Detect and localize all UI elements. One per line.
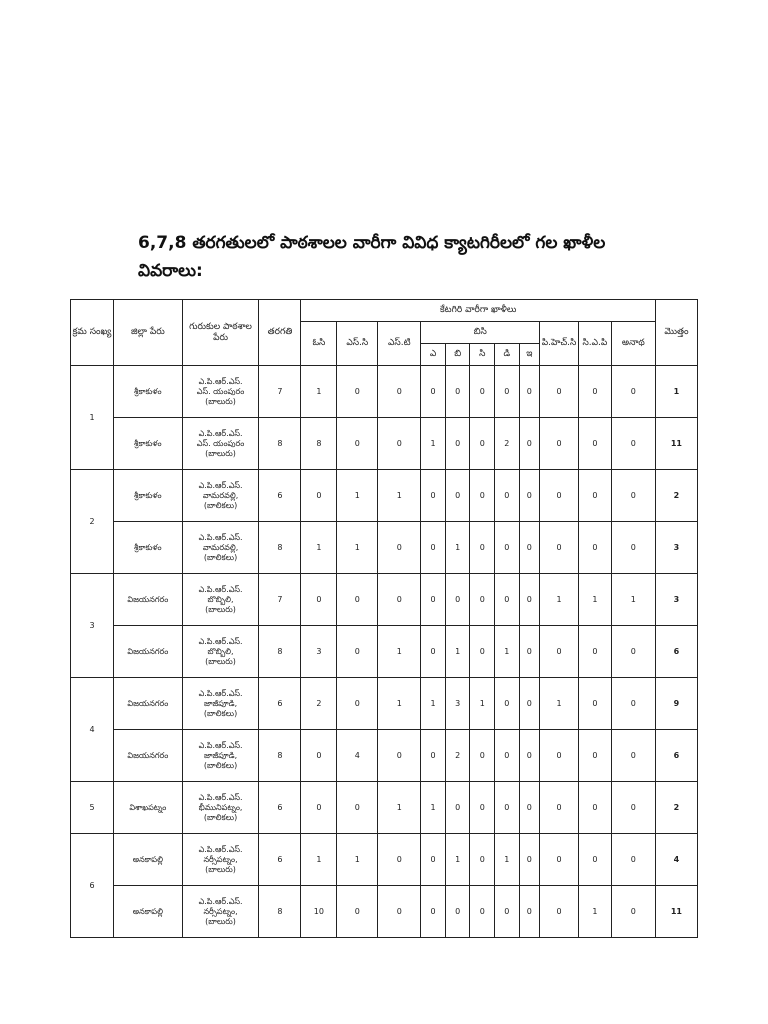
school-name-line: ఎ.పి.ఆర్.ఎస్. <box>198 428 243 438</box>
school-name-line: (బాలురు) <box>205 864 236 874</box>
sap-cell: 0 <box>579 366 612 418</box>
bc-e-cell: 0 <box>519 626 539 678</box>
school-cell <box>182 678 259 730</box>
total-cell: 1 <box>655 366 697 418</box>
bc-d-cell: 0 <box>495 678 520 730</box>
bc-b-cell: 0 <box>445 782 470 834</box>
sap-cell: 1 <box>579 886 612 938</box>
district-cell: విశాఖపట్నం <box>114 782 183 834</box>
bc-d-cell: 0 <box>495 782 520 834</box>
serial-cell: 3 <box>71 574 114 678</box>
school-name-line: జాజీపూడి, <box>203 750 238 760</box>
total-cell: 6 <box>655 730 697 782</box>
ph-cell: 0 <box>540 626 579 678</box>
school-name-line: వామరవల్లి, <box>202 542 239 552</box>
ph-cell: 0 <box>540 470 579 522</box>
ph-cell: 1 <box>540 678 579 730</box>
orphan-cell: 0 <box>611 470 655 522</box>
bc-d-cell: 0 <box>495 366 520 418</box>
header-district: జిల్లా పేరు <box>114 300 183 366</box>
bc-c-cell: 0 <box>470 834 495 886</box>
class-cell: 8 <box>259 626 301 678</box>
header-bc-a: ఎ <box>421 344 446 366</box>
oc-cell: 0 <box>301 470 337 522</box>
sap-cell: 0 <box>579 782 612 834</box>
table-body <box>71 366 698 938</box>
sc-cell: 0 <box>337 626 378 678</box>
orphan-cell: 0 <box>611 886 655 938</box>
bc-d-cell: 0 <box>495 470 520 522</box>
oc-cell: 1 <box>301 522 337 574</box>
st-cell: 0 <box>378 834 421 886</box>
vacancy-table <box>70 299 698 938</box>
bc-a-cell: 0 <box>421 626 446 678</box>
st-cell: 0 <box>378 574 421 626</box>
school-name-line: (బాలికలు) <box>203 552 238 562</box>
district-cell: విజయనగరం <box>114 626 183 678</box>
school-name-line: ఎ.పి.ఆర్.ఎస్. <box>198 584 243 594</box>
sc-cell: 0 <box>337 886 378 938</box>
bc-d-cell: 0 <box>495 522 520 574</box>
serial-cell: 5 <box>71 782 114 834</box>
bc-c-cell: 0 <box>470 470 495 522</box>
st-cell: 0 <box>378 418 421 470</box>
bc-d-cell: 0 <box>495 886 520 938</box>
oc-cell: 8 <box>301 418 337 470</box>
school-name-line: ఎ.పి.ఆర్.ఎస్. <box>198 896 243 906</box>
table-row <box>71 418 698 470</box>
ph-cell: 0 <box>540 834 579 886</box>
oc-cell: 0 <box>301 782 337 834</box>
table-header <box>71 300 698 366</box>
school-name-line: ఎ.పి.ఆర్.ఎస్. <box>198 376 243 386</box>
bc-a-cell: 0 <box>421 730 446 782</box>
sap-cell: 0 <box>579 730 612 782</box>
school-cell <box>182 834 259 886</box>
st-cell: 1 <box>378 782 421 834</box>
header-sap: సి.ఎ.పి <box>579 322 612 366</box>
header-bc-c: సి <box>470 344 495 366</box>
bc-a-cell: 1 <box>421 678 446 730</box>
class-cell: 8 <box>259 886 301 938</box>
bc-e-cell: 0 <box>519 574 539 626</box>
orphan-cell: 0 <box>611 834 655 886</box>
class-cell: 6 <box>259 470 301 522</box>
bc-e-cell: 0 <box>519 886 539 938</box>
sap-cell: 0 <box>579 470 612 522</box>
district-cell: అనకాపల్లి <box>114 834 183 886</box>
school-name-line: (బాలురు) <box>205 656 236 666</box>
district-cell: శ్రీకాకుళం <box>114 470 183 522</box>
bc-e-cell: 0 <box>519 834 539 886</box>
bc-d-cell: 0 <box>495 574 520 626</box>
header-school: గురుకుల పాఠశాల పేరు <box>182 300 259 366</box>
school-cell <box>182 886 259 938</box>
table-row <box>71 366 698 418</box>
document-title: 6,7,8 తరగతులలో పాఠశాలల వారీగా వివిధ క్యాటగిరీలలో గల ఖాళీల వివరాలు: <box>138 233 606 281</box>
bc-a-cell: 0 <box>421 834 446 886</box>
total-cell: 2 <box>655 470 697 522</box>
district-cell: శ్రీకాకుళం <box>114 366 183 418</box>
header-bc-b: బి <box>445 344 470 366</box>
school-name-line: ఎ.పి.ఆర్.ఎస్. <box>198 688 243 698</box>
bc-b-cell: 0 <box>445 470 470 522</box>
bc-b-cell: 0 <box>445 418 470 470</box>
school-name-line: (బాలికలు) <box>203 812 238 822</box>
orphan-cell: 0 <box>611 678 655 730</box>
st-cell: 0 <box>378 886 421 938</box>
orphan-cell: 0 <box>611 782 655 834</box>
sc-cell: 0 <box>337 574 378 626</box>
bc-b-cell: 0 <box>445 366 470 418</box>
table-row <box>71 834 698 886</box>
ph-cell: 0 <box>540 366 579 418</box>
school-name-line: ఎ.పి.ఆర్.ఎస్. <box>198 792 243 802</box>
bc-b-cell: 2 <box>445 730 470 782</box>
sc-cell: 1 <box>337 522 378 574</box>
district-cell: శ్రీకాకుళం <box>114 418 183 470</box>
sap-cell: 0 <box>579 678 612 730</box>
bc-c-cell: 0 <box>470 626 495 678</box>
header-serial: క్రమ సంఖ్య <box>71 300 114 366</box>
school-cell <box>182 782 259 834</box>
total-cell: 4 <box>655 834 697 886</box>
bc-b-cell: 0 <box>445 574 470 626</box>
st-cell: 1 <box>378 470 421 522</box>
bc-b-cell: 3 <box>445 678 470 730</box>
total-cell: 11 <box>655 418 697 470</box>
class-cell: 7 <box>259 574 301 626</box>
sc-cell: 4 <box>337 730 378 782</box>
table-row <box>71 470 698 522</box>
orphan-cell: 0 <box>611 418 655 470</box>
bc-b-cell: 1 <box>445 834 470 886</box>
ph-cell: 0 <box>540 886 579 938</box>
school-cell <box>182 626 259 678</box>
oc-cell: 0 <box>301 574 337 626</box>
bc-e-cell: 0 <box>519 470 539 522</box>
school-name-line: ఎ.పి.ఆర్.ఎస్. <box>198 636 243 646</box>
st-cell: 0 <box>378 522 421 574</box>
sap-cell: 1 <box>579 574 612 626</box>
bc-a-cell: 0 <box>421 470 446 522</box>
orphan-cell: 1 <box>611 574 655 626</box>
header-bc-e: ఇ <box>519 344 539 366</box>
oc-cell: 2 <box>301 678 337 730</box>
sc-cell: 0 <box>337 782 378 834</box>
class-cell: 7 <box>259 366 301 418</box>
school-name-line: భీమునిపట్నం, <box>198 802 243 812</box>
sap-cell: 0 <box>579 834 612 886</box>
school-name-line: నర్సీపట్నం, <box>203 906 238 916</box>
sap-cell: 0 <box>579 522 612 574</box>
table-row <box>71 574 698 626</box>
sc-cell: 1 <box>337 470 378 522</box>
school-name-line: (బాలికలు) <box>203 708 238 718</box>
sc-cell: 0 <box>337 418 378 470</box>
district-cell: విజయనగరం <box>114 574 183 626</box>
serial-cell: 2 <box>71 470 114 574</box>
school-name-line: (బాలురు) <box>205 604 236 614</box>
class-cell: 8 <box>259 418 301 470</box>
district-cell: విజయనగరం <box>114 678 183 730</box>
school-cell <box>182 418 259 470</box>
school-cell <box>182 574 259 626</box>
table-row <box>71 626 698 678</box>
total-cell: 9 <box>655 678 697 730</box>
school-name-line: వామరవల్లి, <box>202 490 239 500</box>
school-cell <box>182 730 259 782</box>
header-oc: ఓసి <box>301 322 337 366</box>
school-name-line: (బాలికలు) <box>203 500 238 510</box>
bc-a-cell: 0 <box>421 366 446 418</box>
header-bc-d: డి <box>495 344 520 366</box>
table-row <box>71 782 698 834</box>
class-cell: 8 <box>259 522 301 574</box>
bc-b-cell: 1 <box>445 626 470 678</box>
school-name-line: ఎ.పి.ఆర్.ఎస్. <box>198 480 243 490</box>
bc-d-cell: 1 <box>495 834 520 886</box>
orphan-cell: 0 <box>611 626 655 678</box>
district-cell: శ్రీకాకుళం <box>114 522 183 574</box>
oc-cell: 3 <box>301 626 337 678</box>
bc-b-cell: 0 <box>445 886 470 938</box>
st-cell: 1 <box>378 626 421 678</box>
serial-cell: 1 <box>71 366 114 470</box>
bc-a-cell: 1 <box>421 418 446 470</box>
st-cell: 1 <box>378 678 421 730</box>
bc-c-cell: 0 <box>470 886 495 938</box>
orphan-cell: 0 <box>611 366 655 418</box>
school-cell <box>182 522 259 574</box>
header-st: ఎస్.టి <box>378 322 421 366</box>
bc-e-cell: 0 <box>519 678 539 730</box>
district-cell: అనకాపల్లి <box>114 886 183 938</box>
class-cell: 8 <box>259 730 301 782</box>
school-name-line: (బాలురు) <box>205 396 236 406</box>
district-cell: విజయనగరం <box>114 730 183 782</box>
total-cell: 6 <box>655 626 697 678</box>
total-cell: 11 <box>655 886 697 938</box>
table-row <box>71 886 698 938</box>
school-name-line: ఎస్. యంపురం <box>196 438 245 448</box>
oc-cell: 0 <box>301 730 337 782</box>
header-bc-group: బిసి <box>421 322 540 344</box>
header-class: తరగతి <box>259 300 301 366</box>
bc-c-cell: 0 <box>470 574 495 626</box>
sap-cell: 0 <box>579 626 612 678</box>
sc-cell: 0 <box>337 366 378 418</box>
bc-e-cell: 0 <box>519 782 539 834</box>
st-cell: 0 <box>378 730 421 782</box>
school-name-line: బొబ్బిలి, <box>207 594 234 604</box>
school-cell <box>182 366 259 418</box>
bc-d-cell: 0 <box>495 730 520 782</box>
school-name-line: (బాలికలు) <box>203 760 238 770</box>
ph-cell: 0 <box>540 782 579 834</box>
table-row <box>71 522 698 574</box>
header-total: మొత్తం <box>655 300 697 366</box>
class-cell: 6 <box>259 782 301 834</box>
ph-cell: 0 <box>540 522 579 574</box>
oc-cell: 10 <box>301 886 337 938</box>
sc-cell: 1 <box>337 834 378 886</box>
school-name-line: ఎ.పి.ఆర్.ఎస్. <box>198 532 243 542</box>
bc-d-cell: 2 <box>495 418 520 470</box>
total-cell: 3 <box>655 574 697 626</box>
total-cell: 3 <box>655 522 697 574</box>
class-cell: 6 <box>259 834 301 886</box>
bc-c-cell: 0 <box>470 522 495 574</box>
school-name-line: బొబ్బిలి, <box>207 646 234 656</box>
header-sc: ఎస్.సి <box>337 322 378 366</box>
serial-cell: 6 <box>71 834 114 938</box>
bc-e-cell: 0 <box>519 522 539 574</box>
header-orphan: అనాథ <box>611 322 655 366</box>
bc-c-cell: 0 <box>470 730 495 782</box>
table-row <box>71 730 698 782</box>
sc-cell: 0 <box>337 678 378 730</box>
bc-c-cell: 0 <box>470 366 495 418</box>
school-name-line: నర్సీపట్నం, <box>203 854 238 864</box>
oc-cell: 1 <box>301 366 337 418</box>
school-name-line: (బాలురు) <box>205 448 236 458</box>
bc-a-cell: 0 <box>421 574 446 626</box>
sap-cell: 0 <box>579 418 612 470</box>
bc-a-cell: 0 <box>421 886 446 938</box>
bc-d-cell: 1 <box>495 626 520 678</box>
school-name-line: జాజీపూడి, <box>203 698 238 708</box>
bc-a-cell: 1 <box>421 782 446 834</box>
bc-b-cell: 1 <box>445 522 470 574</box>
serial-cell: 4 <box>71 678 114 782</box>
bc-e-cell: 0 <box>519 366 539 418</box>
ph-cell: 0 <box>540 418 579 470</box>
school-name-line: ఎ.పి.ఆర్.ఎస్. <box>198 740 243 750</box>
st-cell: 0 <box>378 366 421 418</box>
total-cell: 2 <box>655 782 697 834</box>
header-category-group: కేటగిరి వారీగా ఖాళీలు <box>301 300 655 322</box>
school-name-line: ఎ.పి.ఆర్.ఎస్. <box>198 844 243 854</box>
header-ph: పి.హెచ్.సి <box>540 322 579 366</box>
school-cell <box>182 470 259 522</box>
school-name-line: (బాలురు) <box>205 916 236 926</box>
bc-e-cell: 0 <box>519 730 539 782</box>
bc-e-cell: 0 <box>519 418 539 470</box>
class-cell: 6 <box>259 678 301 730</box>
ph-cell: 0 <box>540 730 579 782</box>
bc-c-cell: 1 <box>470 678 495 730</box>
bc-a-cell: 0 <box>421 522 446 574</box>
orphan-cell: 0 <box>611 522 655 574</box>
orphan-cell: 0 <box>611 730 655 782</box>
bc-c-cell: 0 <box>470 418 495 470</box>
oc-cell: 1 <box>301 834 337 886</box>
school-name-line: ఎస్. యంపురం <box>196 386 245 396</box>
table-row <box>71 678 698 730</box>
ph-cell: 1 <box>540 574 579 626</box>
bc-c-cell: 0 <box>470 782 495 834</box>
